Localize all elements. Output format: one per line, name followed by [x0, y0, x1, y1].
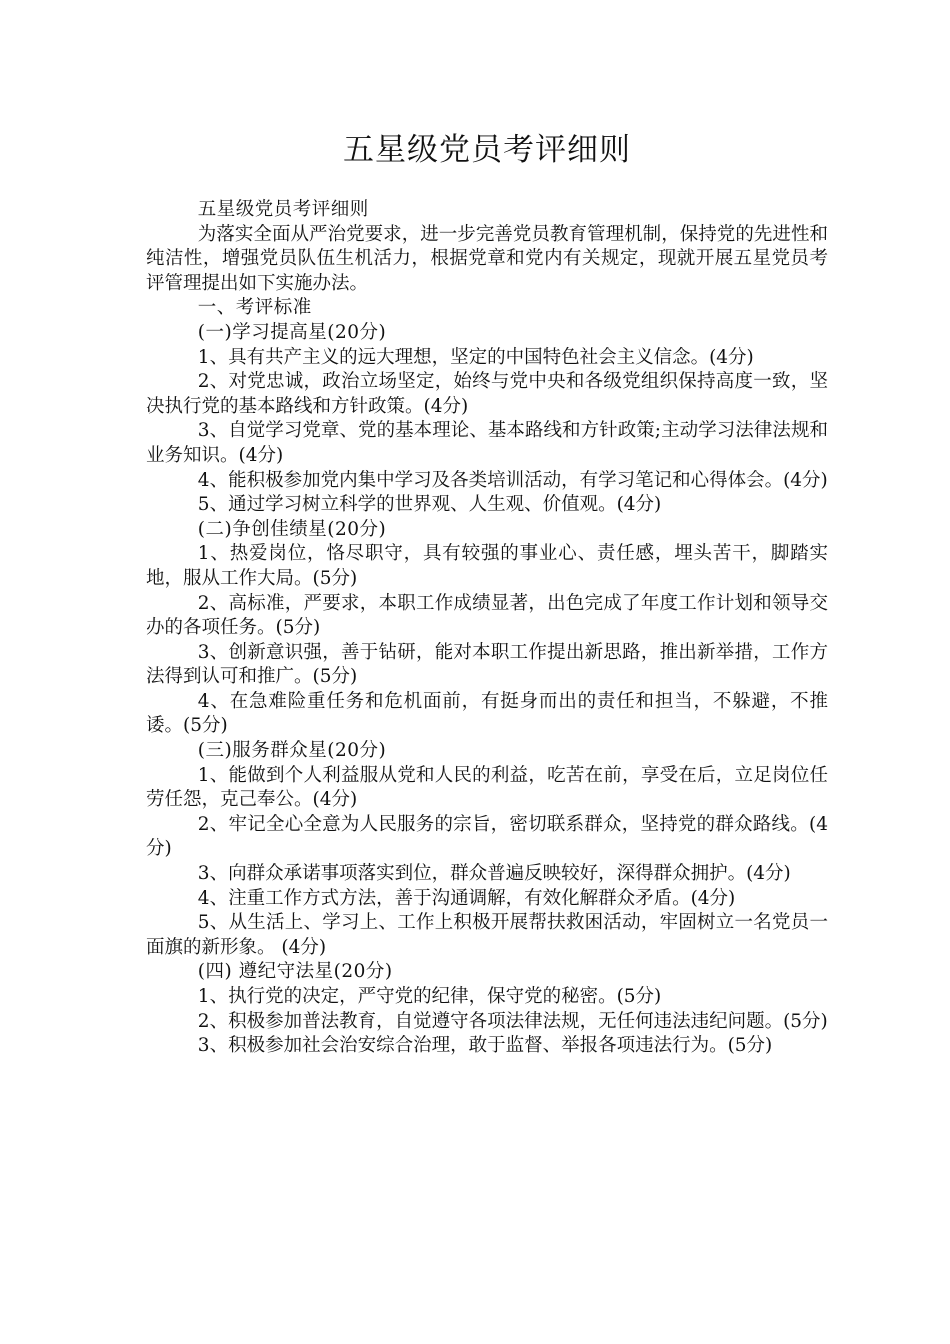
document-title: 五星级党员考评细则: [343, 132, 631, 168]
subsection-heading-service: (三)服务群众星(20分): [197, 740, 387, 762]
criterion-paragraph: 3、积极参加社会治安综合治理，敢于监督、举报各项违法行为。(5分): [197, 1035, 773, 1057]
section-heading-standards: 一、考评标准: [197, 297, 312, 319]
criterion-paragraph: 1、能做到个人利益服从党和人民的利益，吃苦在前，享受在后，立足岗位任劳任怨，克己奉公。(4分): [146, 764, 828, 811]
criterion-paragraph: 3、创新意识强，善于钻研，能对本职工作提出新思路，推出新举措，工作方法得到认可和推广。(5分): [146, 641, 828, 688]
criterion-paragraph: 2、对党忠诚，政治立场坚定，始终与党中央和各级党组织保持高度一致，坚决执行党的基本路线和方针政策。(4分): [146, 371, 828, 417]
criterion-paragraph: 2、高标准，严要求，本职工作成绩显著，出色完成了年度工作计划和领导交办的各项任务。(5分): [146, 592, 828, 639]
criterion-paragraph: 2、积极参加普法教育，自觉遵守各项法律法规，无任何违法违纪问题。(5分): [197, 1010, 828, 1032]
criterion-paragraph: 1、具有共产主义的远大理想，坚定的中国特色社会主义信念。(4分): [197, 346, 754, 368]
document-page: [146, 128, 828, 1059]
criterion-paragraph: 4、注重工作方式方法，善于沟通调解，有效化解群众矛盾。(4分): [197, 887, 736, 909]
criterion-paragraph: 4、能积极参加党内集中学习及各类培训活动，有学习笔记和心得体会。(4分): [197, 469, 828, 491]
criterion-paragraph: 4、在急难险重任务和危机面前，有挺身而出的责任和担当，不躲避，不推诿。(5分): [146, 690, 828, 737]
criterion-paragraph: 5、从生活上、学习上、工作上积极开展帮扶救困活动，牢固树立一名党员一面旗的新形象。 (4分): [146, 912, 828, 958]
criterion-paragraph: 1、热爱岗位，恪尽职守，具有较强的事业心、责任感，埋头苦干，脚踏实地，服从工作大局。(5分): [146, 543, 828, 589]
criterion-paragraph: 5、通过学习树立科学的世界观、人生观、价值观。(4分): [197, 494, 662, 516]
subtitle-paragraph: 五星级党员考评细则: [197, 199, 369, 220]
criterion-paragraph: 3、向群众承诺事项落实到位，群众普遍反映较好，深得群众拥护。(4分): [197, 863, 791, 885]
subsection-heading-performance: (二)争创佳绩星(20分): [197, 518, 387, 540]
intro-paragraph: 为落实全面从严治党要求，进一步完善党员教育管理机制，保持党的先进性和纯洁性，增强党员队伍生机活力，根据党章和党内有关规定，现就开展五星党员考评管理提出如下实施办法。: [146, 223, 828, 294]
subsection-heading-study: (一)学习提高星(20分): [197, 321, 387, 343]
criterion-paragraph: 1、执行党的决定，严守党的纪律，保守党的秘密。(5分): [197, 986, 662, 1007]
subsection-heading-discipline: (四) 遵纪守法星(20分): [197, 961, 393, 983]
criterion-paragraph: 2、牢记全心全意为人民服务的宗旨，密切联系群众，坚持党的群众路线。(4分): [146, 813, 828, 860]
criterion-paragraph: 3、自觉学习党章、党的基本理论、基本路线和方针政策;主动学习法律法规和业务知识。(4分): [146, 420, 828, 466]
